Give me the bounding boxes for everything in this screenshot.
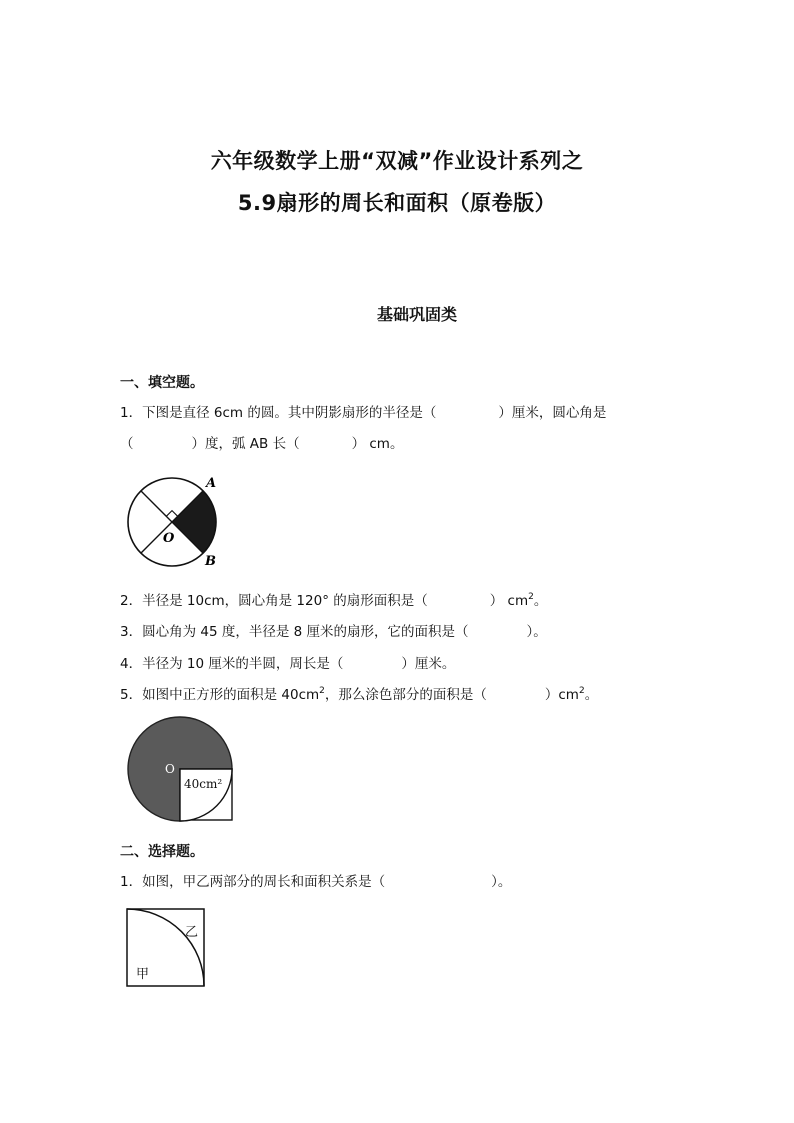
question-text: ）厘米。 bbox=[401, 656, 456, 672]
question-text: ，那么涂色部分的面积是（ bbox=[324, 687, 487, 703]
question-number: 1． bbox=[120, 405, 143, 421]
label-o: O bbox=[165, 762, 175, 776]
superscript: 2 bbox=[578, 686, 585, 696]
right-angle-mark bbox=[166, 511, 177, 517]
label-b: B bbox=[205, 554, 216, 569]
question-5 bbox=[120, 685, 598, 705]
figure-square-with-quarter-circle bbox=[126, 908, 208, 990]
question-text: 半径是 10cm，圆心角是 120° 的扇形面积是（ bbox=[142, 593, 428, 609]
question-number: 4． bbox=[120, 656, 143, 672]
part1-heading: 一、填空题。 bbox=[120, 375, 204, 391]
question-text: ） cm。 bbox=[351, 436, 404, 452]
figure-circle-with-shaded-sector bbox=[110, 470, 240, 570]
question-text: ）度，弧 AB 长（ bbox=[191, 436, 300, 452]
question-1-line-2 bbox=[120, 434, 403, 454]
question-1-line-1 bbox=[120, 403, 606, 423]
figure-circle-with-square bbox=[122, 711, 242, 826]
label-a: A bbox=[206, 476, 217, 491]
question-number: 5． bbox=[120, 687, 143, 703]
question-text: ）cm bbox=[544, 687, 579, 703]
question-text: 。 bbox=[533, 593, 548, 609]
question-text: ）厘米，圆心角是 bbox=[498, 405, 607, 421]
question-text: 下图是直径 6cm 的圆。其中阴影扇形的半径是（ bbox=[142, 405, 437, 421]
question-text: ） cm bbox=[489, 593, 529, 609]
question-3 bbox=[120, 622, 547, 642]
question-text: ）。 bbox=[526, 624, 547, 640]
question-number: 2． bbox=[120, 593, 143, 609]
question-2 bbox=[120, 591, 547, 611]
question-text: 如图，甲乙两部分的周长和面积关系是（ bbox=[142, 874, 386, 890]
label-jia: 甲 bbox=[136, 967, 150, 982]
superscript: 2 bbox=[528, 592, 534, 602]
question-text: 。 bbox=[584, 687, 599, 703]
question-number: 1． bbox=[120, 874, 143, 890]
label-yi: 乙 bbox=[185, 925, 199, 940]
question-text: 半径为 10 厘米的半圆，周长是（ bbox=[142, 656, 344, 672]
question-text: 圆心角为 45 度，半径是 8 厘米的扇形，它的面积是（ bbox=[142, 624, 469, 640]
choice-question-1 bbox=[120, 872, 511, 892]
square-area-label: 40cm² bbox=[184, 777, 223, 791]
document-title-line-1: 六年级数学上册“双减”作业设计系列之 bbox=[210, 149, 584, 173]
question-text: 如图中正方形的面积是 40cm bbox=[142, 687, 320, 703]
question-4 bbox=[120, 654, 455, 674]
section-title: 基础巩固类 bbox=[376, 305, 457, 324]
label-o: O bbox=[163, 531, 175, 546]
document-title-line-2: 5.9扇形的周长和面积（原卷版） bbox=[237, 191, 557, 215]
question-number: 3． bbox=[120, 624, 143, 640]
part2-heading: 二、选择题。 bbox=[120, 844, 204, 860]
question-text: （ bbox=[120, 436, 134, 452]
question-text: ）。 bbox=[491, 874, 512, 890]
superscript: 2 bbox=[319, 686, 325, 696]
